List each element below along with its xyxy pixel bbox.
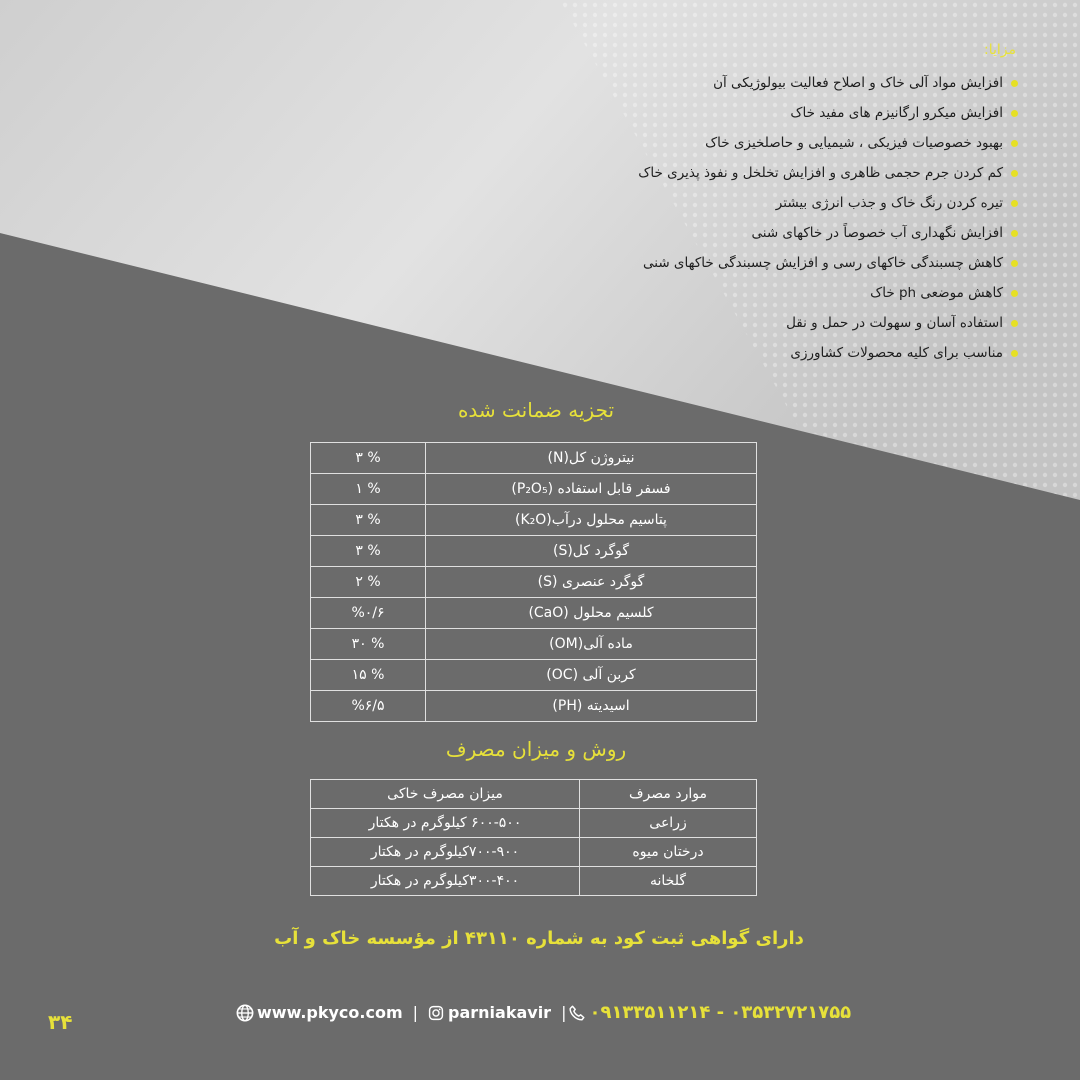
table-row	[311, 598, 757, 629]
table-row	[311, 838, 757, 867]
table-row	[311, 809, 757, 838]
advantage-text: مناسب برای کلیه محصولات کشاورزی	[790, 345, 1003, 361]
nutrient-name: فسفر قابل استفاده (P₂O₅)	[426, 474, 757, 505]
usage-header-amount: میزان مصرف خاکی	[311, 780, 580, 809]
advantage-item	[458, 218, 1018, 248]
bullet-dot	[1011, 260, 1018, 267]
bullet-dot	[1011, 290, 1018, 297]
nutrient-value: % ۲	[311, 567, 426, 598]
nutrient-value: % ۳	[311, 505, 426, 536]
bullet-dot	[1011, 200, 1018, 207]
usage-type: گلخانه	[580, 867, 757, 896]
table-row	[311, 474, 757, 505]
table-row	[311, 691, 757, 722]
advantage-text: استفاده آسان و سهولت در حمل و نقل	[786, 315, 1003, 331]
nutrient-name: کربن آلی (OC)	[426, 660, 757, 691]
advantages-list	[458, 68, 1018, 368]
bullet-dot	[1011, 80, 1018, 87]
nutrient-name: ماده آلی(OM)	[426, 629, 757, 660]
page-number: ۳۴	[48, 1010, 73, 1034]
globe-icon	[236, 1002, 254, 1022]
phone-numbers[interactable]: ۰۹۱۳۳۵۱۱۲۱۴ - ۰۳۵۳۲۷۲۱۷۵۵	[589, 1001, 852, 1023]
advantage-item	[458, 278, 1018, 308]
usage-table	[310, 779, 757, 896]
contact-footer	[236, 998, 851, 1026]
nutrient-name: گوگرد عنصری (S)	[426, 567, 757, 598]
advantage-text: کم کردن جرم حجمی ظاهری و افزایش تخلخل و نفوذ پذیری خاک	[638, 165, 1003, 181]
nutrient-value: % ۱۵	[311, 660, 426, 691]
nutrient-name: اسیدیته (PH)	[426, 691, 757, 722]
advantage-item	[458, 308, 1018, 338]
advantage-item	[458, 188, 1018, 218]
nutrient-value: % ۱	[311, 474, 426, 505]
instagram-icon	[428, 1003, 444, 1022]
table-row	[311, 505, 757, 536]
nutrient-name: نیتروژن کل(N)	[426, 443, 757, 474]
advantage-item	[458, 248, 1018, 278]
advantage-text: افزایش میکرو ارگانیزم های مفید خاک	[790, 105, 1003, 121]
composition-table	[310, 442, 757, 722]
nutrient-name: پتاسیم محلول درآب(K₂O)	[426, 505, 757, 536]
table-row	[311, 629, 757, 660]
usage-amount: ۳۰۰-۴۰۰کیلوگرم در هکتار	[311, 867, 580, 896]
nutrient-value: % ۳۰	[311, 629, 426, 660]
table-row	[311, 443, 757, 474]
nutrient-name: کلسیم محلول (CaO)	[426, 598, 757, 629]
usage-title: روش و میزان مصرف	[445, 737, 627, 761]
table-row	[311, 867, 757, 896]
advantage-item	[458, 158, 1018, 188]
separator: |	[412, 1002, 419, 1022]
phone-icon	[568, 1002, 586, 1022]
instagram-handle[interactable]: parniakavir	[448, 1002, 552, 1022]
bullet-dot	[1011, 350, 1018, 357]
advantage-text: بهبود خصوصیات فیزیکی ، شیمیایی و حاصلخیزی خاک	[705, 135, 1003, 151]
table-row	[311, 536, 757, 567]
separator: |	[561, 1002, 567, 1022]
website-link[interactable]: www.pkyco.com	[257, 1002, 403, 1022]
usage-header-type: موارد مصرف	[580, 780, 757, 809]
advantage-item	[458, 98, 1018, 128]
table-row	[311, 567, 757, 598]
bullet-dot	[1011, 170, 1018, 177]
bullet-dot	[1011, 140, 1018, 147]
advantage-text: افزایش مواد آلی خاک و اصلاح فعالیت بیولوژیکی آن	[713, 75, 1003, 91]
nutrient-value: %۶/۵	[311, 691, 426, 722]
nutrient-value: %۰/۶	[311, 598, 426, 629]
bullet-dot	[1011, 110, 1018, 117]
advantage-item	[458, 68, 1018, 98]
composition-title: تجزیه ضمانت شده	[457, 398, 615, 422]
advantages-title: مزایا:	[984, 42, 1016, 58]
usage-amount: ۶۰۰-۵۰۰ کیلوگرم در هکتار	[311, 809, 580, 838]
advantage-text: تیره کردن رنگ خاک و جذب انرژی بیشتر	[775, 195, 1003, 211]
usage-amount: ۷۰۰-۹۰۰کیلوگرم در هکتار	[311, 838, 580, 867]
bullet-dot	[1011, 320, 1018, 327]
usage-header-row	[311, 780, 757, 809]
usage-type: زراعی	[580, 809, 757, 838]
nutrient-name: گوگرد کل(S)	[426, 536, 757, 567]
advantage-text: کاهش چسبندگی خاکهای رسی و افزایش چسبندگی خاکهای شنی	[643, 255, 1003, 271]
usage-type: درختان میوه	[580, 838, 757, 867]
bullet-dot	[1011, 230, 1018, 237]
advantage-item	[458, 338, 1018, 368]
table-row	[311, 660, 757, 691]
advantage-text: کاهش موضعی ph خاک	[870, 285, 1003, 301]
advantage-text: افزایش نگهداری آب خصوصاً در خاکهای شنی	[751, 225, 1003, 241]
certificate-text: دارای گواهی ثبت کود به شماره ۴۳۱۱۰ از مؤسسه خاک و آب	[274, 928, 804, 949]
nutrient-value: % ۳	[311, 536, 426, 567]
nutrient-value: % ۳	[311, 443, 426, 474]
advantage-item	[458, 128, 1018, 158]
